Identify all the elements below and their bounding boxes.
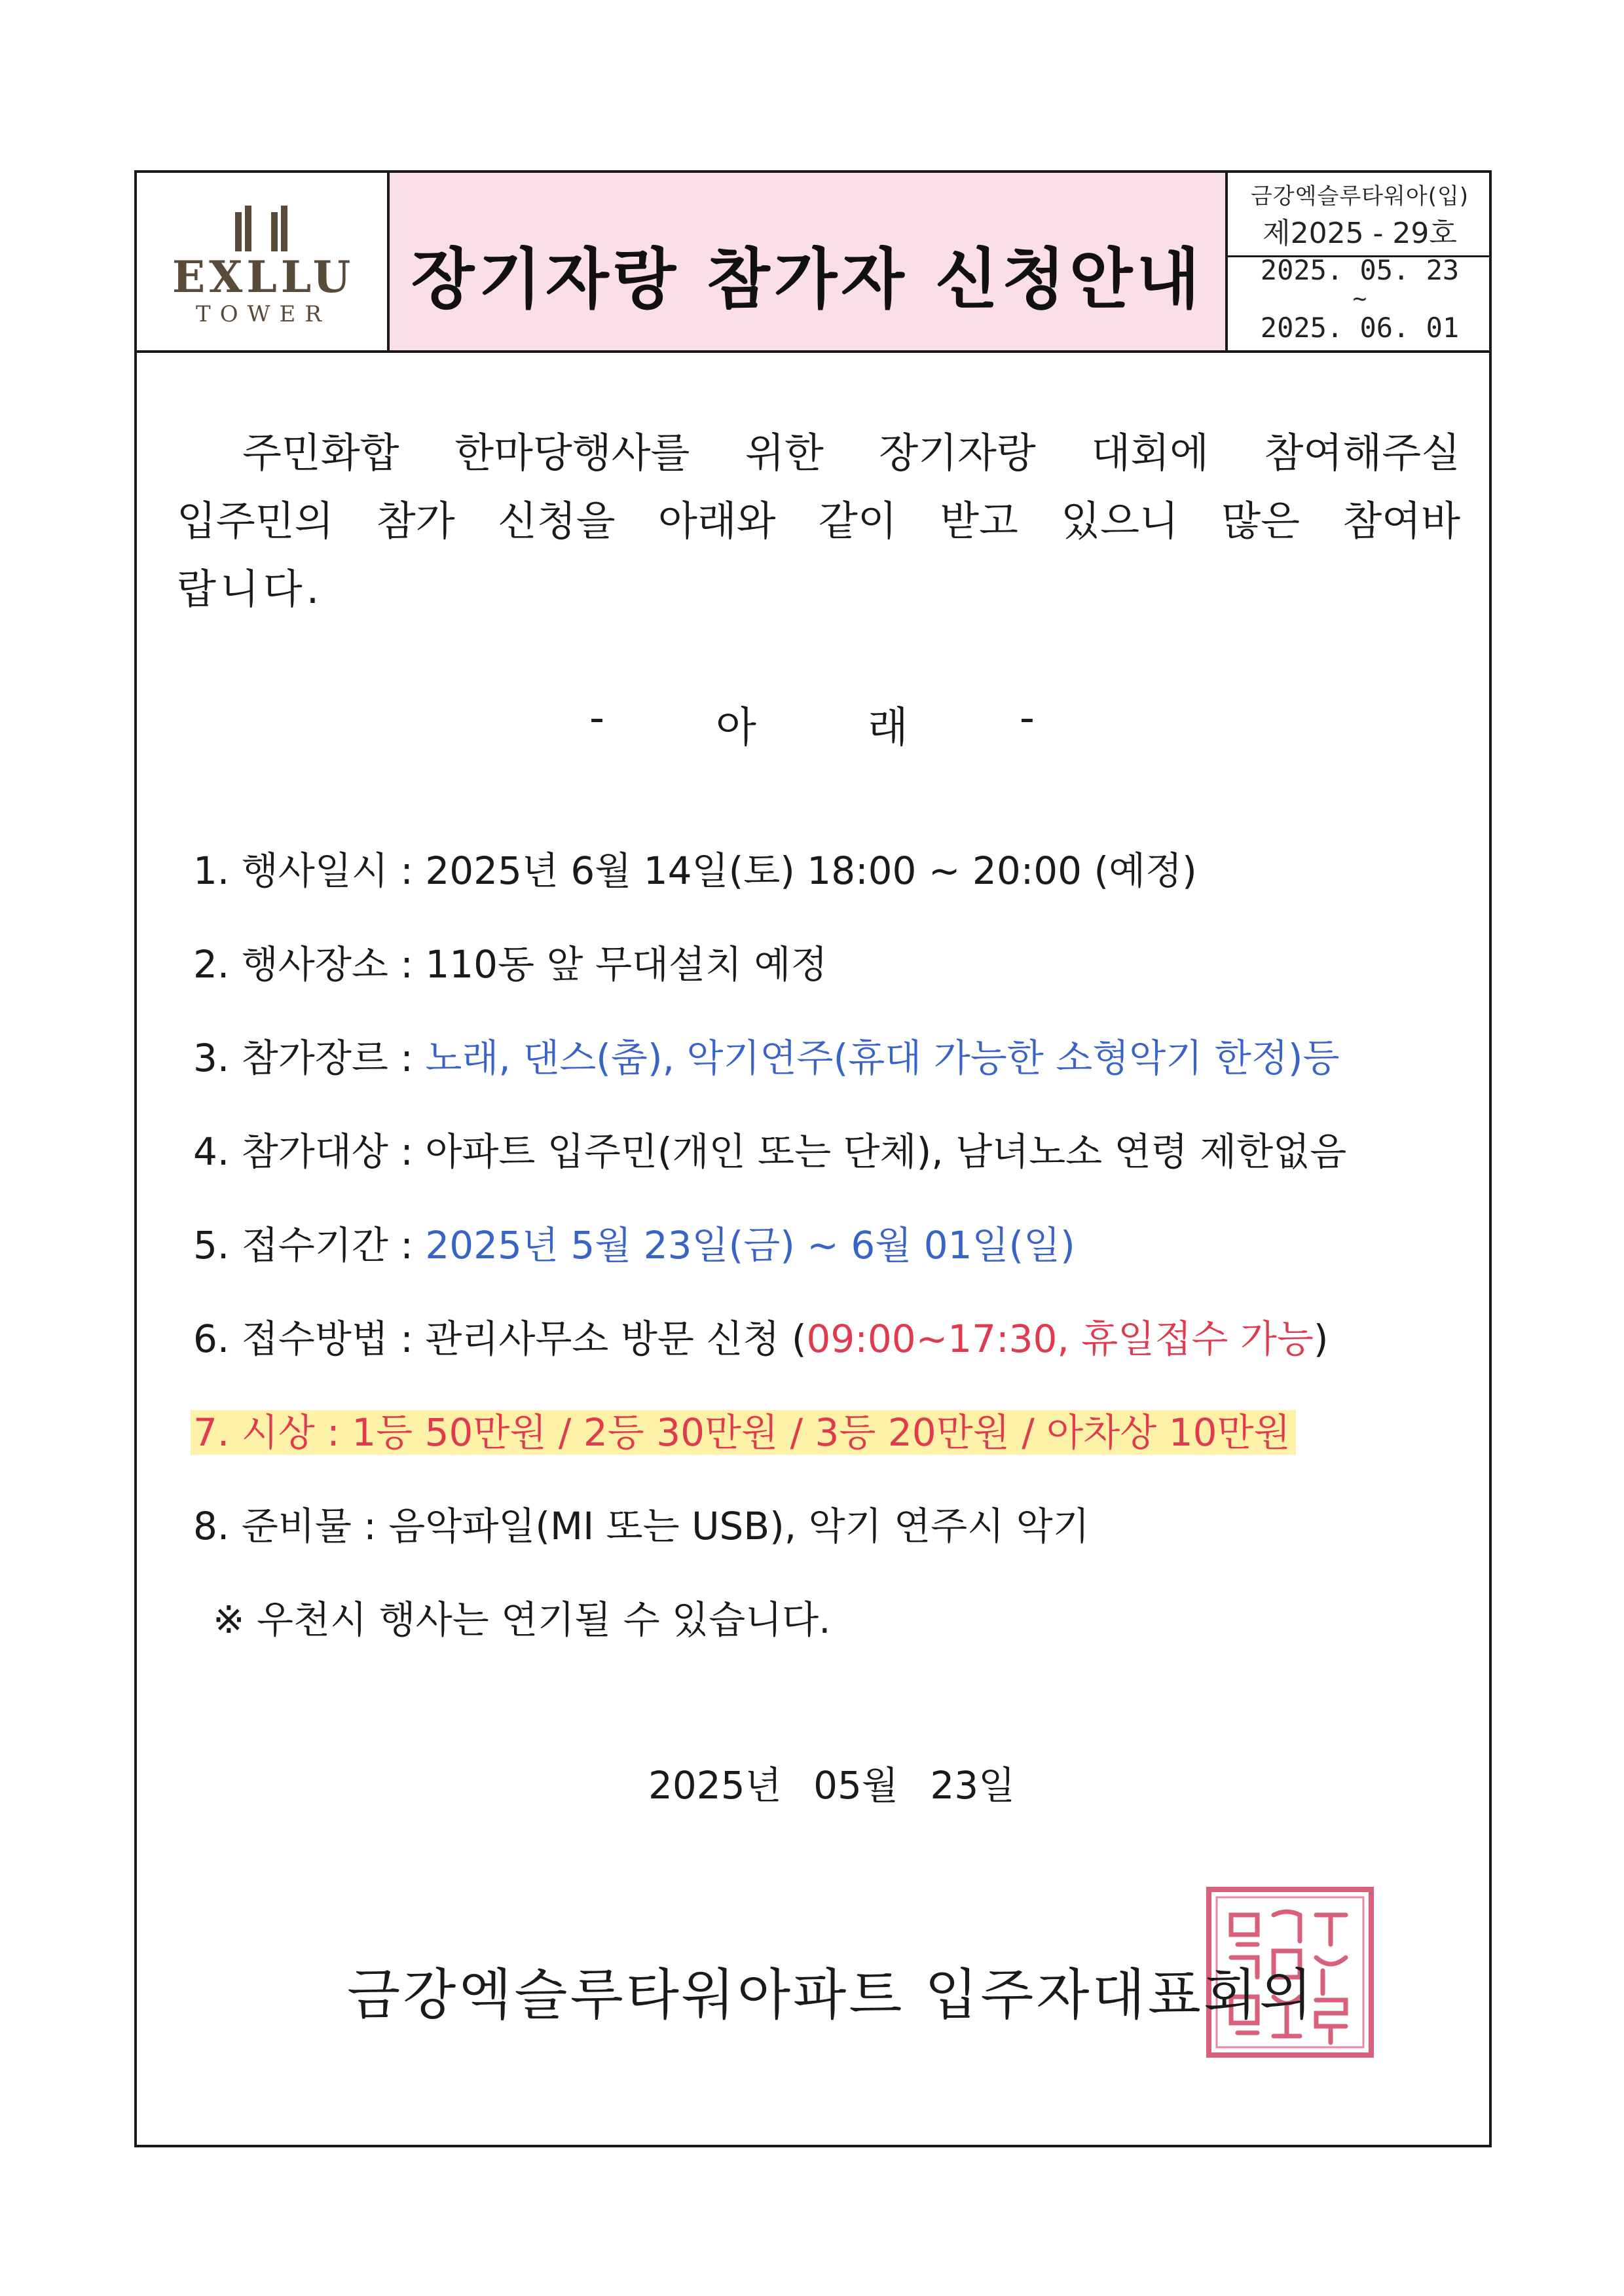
item-label: 6. 접수방법 : [193, 1317, 426, 1361]
item-value: 2025년 5월 23일(금) ∼ 6월 01일(일) [425, 1223, 1075, 1267]
notice-dash: - [1019, 694, 1035, 742]
item-label: 4. 참가대상 : [193, 1129, 426, 1174]
item-value: 음악파일(MI 또는 USB), 악기 연주시 악기 [388, 1504, 1090, 1548]
issue-day: 23일 [930, 1763, 1016, 1808]
item-value: 2025년 6월 14일(토) 18:00 ∼ 20:00 (예정) [425, 848, 1197, 893]
document-title: 장기자랑 참가자 신청안내 [411, 241, 1204, 318]
list-item [193, 1125, 1346, 1178]
intro-paragraph [177, 419, 1460, 623]
issue-year: 2025년 [648, 1763, 782, 1808]
intro-line: 랍니다. [177, 565, 323, 613]
item-value: 관리사무소 방문 신청 ( [425, 1317, 807, 1361]
item-label: 5. 접수기간 : [193, 1223, 426, 1267]
item-label: 8. 준비물 : [193, 1504, 389, 1548]
item-label: 1. 행사일시 : [193, 848, 426, 893]
notice-word: 아 [716, 704, 756, 752]
logo-cell [137, 173, 390, 350]
list-item [193, 1219, 1075, 1271]
list-item [193, 1500, 1090, 1552]
item-value: 노래, 댄스(춤), 악기연주(휴대 가능한 소형악기 한정)등 [425, 1036, 1340, 1080]
posting-date-tilde: ~ [1352, 285, 1367, 312]
item-label: 3. 참가장르 : [193, 1036, 426, 1080]
intro-line: 주민화합 한마당행사를 위한 장기자랑 대회에 참여해주실 [242, 429, 1460, 477]
title-cell [390, 173, 1228, 350]
item-value: 110동 앞 무대설치 예정 [425, 942, 828, 987]
org-code: 금강엑슬루타워아(입) [1250, 183, 1469, 210]
item-value: 아파트 입주민(개인 또는 단체), 남녀노소 연령 제한없음 [425, 1129, 1347, 1174]
list-item [193, 1032, 1339, 1084]
issue-date [648, 1755, 1015, 1810]
intro-line: 입주민의 참가 신청을 아래와 같이 받고 있으니 많은 참여바 [177, 497, 1460, 545]
list-item [193, 845, 1197, 897]
notice-heading [589, 694, 1035, 754]
list-item [193, 1406, 1296, 1459]
item-value: 1등 50만원 / 2등 30만원 / 3등 20만원 / 아차상 10만원 [352, 1410, 1291, 1455]
item-label: 2. 행사장소 : [193, 942, 426, 987]
prize-highlight [191, 1410, 1296, 1455]
posting-date-to: 2025. 06. 01 [1260, 312, 1460, 344]
document-number: 제2025 - 29호 [1228, 210, 1492, 257]
meta-cell [1228, 173, 1492, 350]
header-table [137, 173, 1489, 353]
posting-date-from: 2025. 05. 23 [1260, 254, 1460, 286]
notice-word: 래 [868, 704, 908, 752]
logo-word: EXLLU [172, 251, 355, 302]
rain-note: ※ 우천시 행사는 연기될 수 있습니다. [213, 1597, 831, 1642]
list-item [193, 938, 828, 991]
item-value-end: ) [1313, 1317, 1329, 1361]
item-value-highlight: 09:00∼17:30, 휴일접수 가능 [806, 1317, 1314, 1361]
logo-subtitle: TOWER [196, 301, 331, 327]
signature-org: 금강엑슬루타워아파트 입주자대표회의 [347, 1963, 1316, 2027]
list-item [193, 1313, 1329, 1365]
item-label: 7. 시상 : [193, 1410, 352, 1455]
notice-dash: - [589, 694, 605, 742]
issue-month: 05월 [813, 1763, 898, 1808]
